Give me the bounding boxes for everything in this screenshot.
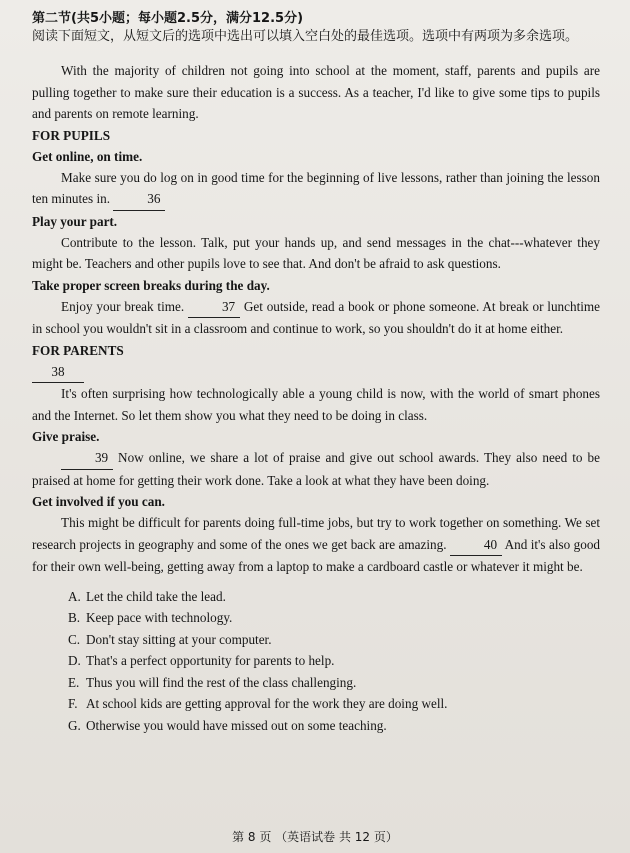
options-list [68,586,600,737]
blank-36[interactable]: 36 [113,188,165,211]
para-38: It's often surprising how technologically able a young child is now, with the world of smart phones and the Internet. So let them show you what they need to be doing in class. [32,386,600,423]
section-header [32,10,600,46]
praise-subheading: Give praise. [32,429,100,444]
part-subheading: Play your part. [32,213,118,229]
option-a[interactable]: A. Let the child take the lead. [68,588,226,604]
blank-37[interactable]: 37 [188,296,240,319]
involved-paragraph [32,512,600,578]
online-subheading: Get online, on time. [32,148,143,164]
praise-text: Now online, we share a lot of praise and give out school awards. They also need to be praised at home for getting their work done. Take a look at what they have been doing. [32,450,600,488]
pupils-heading: FOR PUPILS [32,127,111,143]
parents-heading: FOR PARENTS [32,342,124,358]
blank-39[interactable]: 39 [61,447,113,470]
option-b[interactable]: B. Keep pace with technology. [68,610,233,625]
option-f[interactable]: F. At school kids are getting approval for the work they are doing well. [68,696,448,711]
option-g[interactable]: G. Otherwise you would have missed out on some teaching. [68,717,387,733]
breaks-text-after: Get outside, read a book or phone someone. At break or lunchtime in school you wouldn't sit in a classroom and continue to work, so you shouldn't do it at home either. [32,298,601,336]
intro-paragraph: With the majority of children not going into school at the moment, staff, parents and pupils are pulling together to make sure their education is a success. As a teacher, I'd like to give some tips to pupils and parents on remote learning. [32,63,600,121]
breaks-paragraph [32,296,600,340]
involved-text-after: And it's also good for their own well-being, getting away from a laptop to make a cardboard castle or whatever it might be. [32,536,601,574]
online-text: Make sure you do log on in good time for the beginning of live lessons, rather than joining the lesson ten minutes in. [32,169,600,206]
section-instructions: 阅读下面短文，从短文后的选项中选出可以填入空白处的最佳选项。选项中有两项为多余选项。 [32,29,579,44]
option-d[interactable]: D. That's a perfect opportunity for parents to help. [68,653,335,668]
page-footer: 第 8 页 （英语试卷 共 12 页） [232,830,398,844]
blank-38-line [32,361,600,384]
blank-38[interactable]: 38 [32,361,84,384]
involved-text-before: This might be difficult for parents doing full-time jobs, but try to work together on something. We set research projects in geography and some of the ones we get back are amazing. [32,515,600,552]
blank-40[interactable]: 40 [450,534,502,557]
option-e[interactable]: E. Thus you will find the rest of the class challenging. [68,674,357,690]
breaks-text-before: Enjoy your break time. [61,298,185,314]
part-paragraph: Contribute to the lesson. Talk, put your hands up, and send messages in the chat---whatever they might be. Teachers and other pupils love to see that. And don't be afraid to ask questions. [32,234,600,271]
breaks-subheading: Take proper screen breaks during the day. [32,277,270,293]
praise-paragraph [32,447,600,491]
involved-subheading: Get involved if you can. [32,494,165,509]
online-paragraph [32,167,600,211]
section-title: 第二节(共5小题；每小题2.5分，满分12.5分) [32,11,304,26]
option-c[interactable]: C. Don't stay sitting at your computer. [68,631,272,647]
